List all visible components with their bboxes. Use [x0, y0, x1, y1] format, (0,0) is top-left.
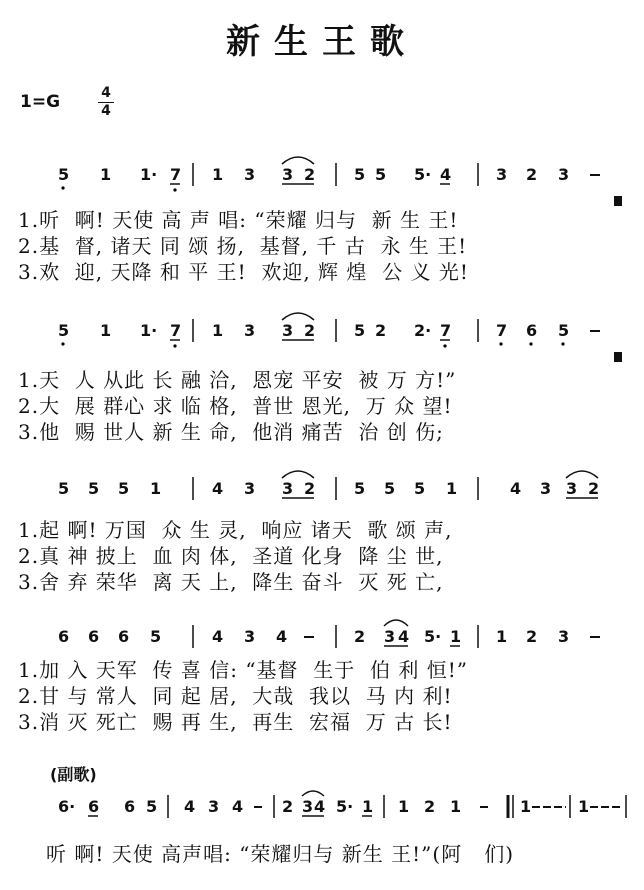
note: 7	[440, 321, 452, 340]
svg-text:1: 1	[150, 479, 162, 498]
svg-text:5: 5	[384, 479, 396, 498]
svg-text:6·: 6·	[58, 797, 76, 816]
svg-text:1: 1	[446, 479, 458, 498]
svg-text:2: 2	[282, 797, 294, 816]
svg-text:6: 6	[88, 797, 100, 816]
note: 2	[375, 321, 387, 340]
margin-mark	[614, 196, 622, 206]
note: 5	[354, 321, 366, 340]
note: 7	[496, 321, 508, 340]
svg-text:4: 4	[212, 627, 224, 646]
svg-text:5: 5	[146, 797, 158, 816]
note: 1·	[140, 165, 158, 184]
svg-text:4: 4	[232, 797, 244, 816]
notation-row-2	[58, 313, 600, 348]
note: 1·	[140, 321, 158, 340]
svg-text:3: 3	[244, 479, 256, 498]
svg-text:6: 6	[88, 627, 100, 646]
note: 3	[282, 321, 294, 340]
svg-text:3: 3	[282, 479, 294, 498]
notation-row-3	[58, 471, 599, 500]
svg-text:4: 4	[510, 479, 522, 498]
svg-text:1: 1	[398, 797, 410, 816]
svg-text:5: 5	[354, 479, 366, 498]
svg-text:5: 5	[150, 627, 162, 646]
svg-text:1: 1	[362, 797, 374, 816]
lyric-row4-verse3: 3.消 灭 死亡 赐 再 生, 再生 宏福 万 古 长!	[18, 710, 453, 734]
svg-text:1: 1	[450, 797, 462, 816]
svg-text:5: 5	[414, 479, 426, 498]
svg-text:1: 1	[450, 627, 462, 646]
svg-text:3: 3	[244, 627, 256, 646]
svg-text:2: 2	[354, 627, 366, 646]
note: 3	[496, 165, 508, 184]
time-signature-top: 4	[101, 85, 111, 101]
note: 1	[212, 165, 224, 184]
chorus-label: (副歌)	[50, 765, 97, 784]
lyric-row2-verse2: 2.大 展 群心 求 临 格, 普世 恩光, 万 众 望!	[18, 394, 453, 418]
key-signature: 1=G	[20, 92, 61, 112]
note: 5	[58, 321, 70, 340]
svg-text:3: 3	[540, 479, 552, 498]
svg-text:5·: 5·	[336, 797, 354, 816]
svg-text:4: 4	[212, 479, 224, 498]
lyric-row3-verse3: 3.舍 弃 荣华 离 天 上, 降生 奋斗 灭 死 亡,	[18, 570, 444, 594]
slur	[282, 313, 314, 320]
svg-text:2: 2	[588, 479, 600, 498]
slur	[282, 157, 314, 164]
notation-row-4	[58, 620, 600, 648]
song-title: 新生王歌	[226, 22, 418, 62]
notation-row-1	[58, 157, 600, 192]
svg-text:4: 4	[314, 797, 326, 816]
svg-text:2: 2	[424, 797, 436, 816]
note: 6	[526, 321, 538, 340]
svg-text:4: 4	[398, 627, 410, 646]
note: 3	[558, 165, 570, 184]
note: 2	[526, 165, 538, 184]
lyric-row4-verse2: 2.甘 与 常人 同 起 居, 大哉 我以 马 内 利!	[18, 684, 453, 708]
svg-text:6: 6	[124, 797, 136, 816]
note: 5	[354, 165, 366, 184]
svg-text:2: 2	[526, 627, 538, 646]
low-octave-dot	[61, 186, 64, 189]
svg-text:1: 1	[578, 797, 590, 816]
svg-text:6: 6	[58, 627, 70, 646]
svg-text:2: 2	[304, 479, 316, 498]
svg-text:4: 4	[184, 797, 196, 816]
svg-text:3: 3	[566, 479, 578, 498]
svg-text:3: 3	[558, 627, 570, 646]
lyric-row1-verse2: 2.基 督, 诸天 同 颂 扬, 基督, 千 古 永 生 王!	[18, 234, 468, 258]
svg-text:5: 5	[88, 479, 100, 498]
slur	[566, 471, 598, 478]
note: 2	[304, 165, 316, 184]
svg-text:3: 3	[302, 797, 314, 816]
lyric-row2-verse1: 1.天 人 从此 长 融 洽, 恩宠 平安 被 万 方!”	[18, 368, 457, 392]
lyric-row3-verse1: 1.起 啊! 万国 众 生 灵, 响应 诸天 歌 颂 声,	[18, 518, 453, 542]
note: 3	[244, 165, 256, 184]
note: 3	[282, 165, 294, 184]
lyric-row3-verse2: 2.真 神 披上 血 肉 体, 圣道 化身 降 尘 世,	[18, 544, 444, 568]
note: 2	[304, 321, 316, 340]
note: 5·	[414, 165, 432, 184]
note: 1	[100, 165, 112, 184]
notation-chorus	[58, 791, 626, 818]
svg-text:1: 1	[520, 797, 532, 816]
svg-text:3: 3	[384, 627, 396, 646]
note: 2·	[414, 321, 432, 340]
svg-text:6: 6	[118, 627, 130, 646]
svg-text:5: 5	[118, 479, 130, 498]
svg-text:3: 3	[208, 797, 220, 816]
lyric-row2-verse3: 3.他 赐 世人 新 生 命, 他消 痛苦 治 创 伤;	[18, 420, 444, 444]
note: 3	[244, 321, 256, 340]
svg-text:4: 4	[276, 627, 288, 646]
slur	[282, 471, 314, 478]
lyric-row4-verse1: 1.加 入 天军 传 喜 信: “基督 生于 伯 利 恒!”	[18, 658, 468, 682]
note: 4	[440, 165, 452, 184]
note: 7	[170, 165, 182, 184]
margin-mark	[614, 352, 622, 362]
slur	[384, 620, 408, 626]
note: 5	[58, 165, 70, 184]
note: 7	[170, 321, 182, 340]
lyric-row1-verse3: 3.欢 迎, 天降 和 平 王! 欢迎, 辉 煌 公 义 光!	[18, 260, 469, 284]
note: 1	[212, 321, 224, 340]
note: 5	[375, 165, 387, 184]
svg-text:1: 1	[496, 627, 508, 646]
time-signature-bottom: 4	[101, 103, 111, 119]
svg-text:5·: 5·	[424, 627, 442, 646]
chorus-lyric: 听 啊! 天使 高声唱: “荣耀归与 新生 王!”(阿 们)	[46, 842, 515, 866]
note: 5	[558, 321, 570, 340]
lyric-row1-verse1: 1.听 啊! 天使 高 声 唱: “荣耀 归与 新 生 王!	[18, 208, 459, 232]
svg-text:5: 5	[58, 479, 70, 498]
note: 1	[100, 321, 112, 340]
